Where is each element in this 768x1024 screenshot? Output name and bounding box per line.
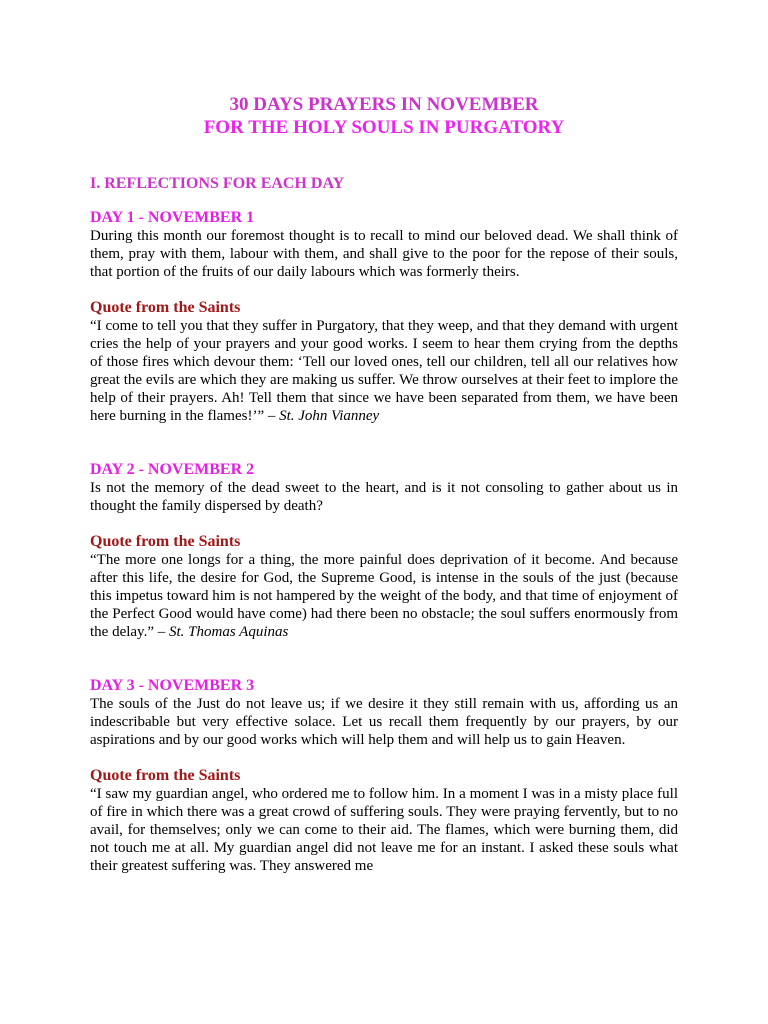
day-2-quote xyxy=(90,551,678,641)
day-3-reflection: The souls of the Just do not leave us; if we desire it they still remain with us, affording us an indescribable but very effective solace. Let us recall them frequently by our prayers, by our aspirations and by our good works which will help them and will help us to gain Heaven. xyxy=(90,696,678,748)
document-page xyxy=(90,93,678,875)
day-1-heading: DAY 1 - NOVEMBER 1 xyxy=(90,209,255,226)
day-1-quote xyxy=(90,317,678,425)
day-3-quote xyxy=(90,785,678,875)
title-line-2: FOR THE HOLY SOULS IN PURGATORY xyxy=(203,117,565,138)
day-2-reflection: Is not the memory of the dead sweet to the heart, and is it not consoling to gather about us in thought the family dispersed by death? xyxy=(90,480,678,514)
document-title xyxy=(90,93,678,139)
title-line-1: 30 DAYS PRAYERS IN NOVEMBER xyxy=(229,94,539,115)
day-2-heading: DAY 2 - NOVEMBER 2 xyxy=(90,461,255,478)
day-2-quote-text: “The more one longs for a thing, the more painful does deprivation of it become. And because after this life, the desire for God, the Supreme Good, is intense in the souls of the just (because this impetus toward him is not hampered by the weight of the body, and that time of enjoyment of the Perfect Good would have come) had there been no obstacle; the soul suffers enormously from the delay.” – xyxy=(90,552,678,640)
day-3-quote-heading: Quote from the Saints xyxy=(90,767,241,784)
day-2-quote-heading: Quote from the Saints xyxy=(90,533,241,550)
day-2-block xyxy=(90,461,678,641)
day-1-quote-author: St. John Vianney xyxy=(279,408,380,424)
day-1-block xyxy=(90,209,678,425)
day-3-heading: DAY 3 - NOVEMBER 3 xyxy=(90,677,255,694)
day-3-quote-text: “I saw my guardian angel, who ordered me to follow him. In a moment I was in a misty place full of fire in which there was a great crowd of suffering souls. They were praying fervently, but to no avail, for themselves; only we can come to their aid. The flames, which were burning them, did not touch me at all. My guardian angel did not leave me for an instant. I asked these souls what their greatest suffering was. They answered me xyxy=(90,786,678,874)
day-3-block xyxy=(90,677,678,875)
day-1-quote-heading: Quote from the Saints xyxy=(90,299,241,316)
section-heading: I. REFLECTIONS FOR EACH DAY xyxy=(90,175,345,192)
day-2-quote-author: St. Thomas Aquinas xyxy=(169,624,289,640)
day-1-reflection: During this month our foremost thought is to recall to mind our beloved dead. We shall think of them, pray with them, labour with them, and shall give to the poor for the repose of their souls, that portion of the fruits of our daily labours which was formerly theirs. xyxy=(90,228,678,280)
day-1-quote-text: “I come to tell you that they suffer in Purgatory, that they weep, and that they demand with urgent cries the help of your prayers and your good works. I seem to hear them crying from the depths of those fires which devour them: ‘Tell our loved ones, tell our children, tell all our relatives how great the evils are which they are making us suffer. We throw ourselves at their feet to implore the help of their prayers. Ah! Tell them that since we have been separated from them, we have been here burning in the flames!’” – xyxy=(90,318,678,424)
